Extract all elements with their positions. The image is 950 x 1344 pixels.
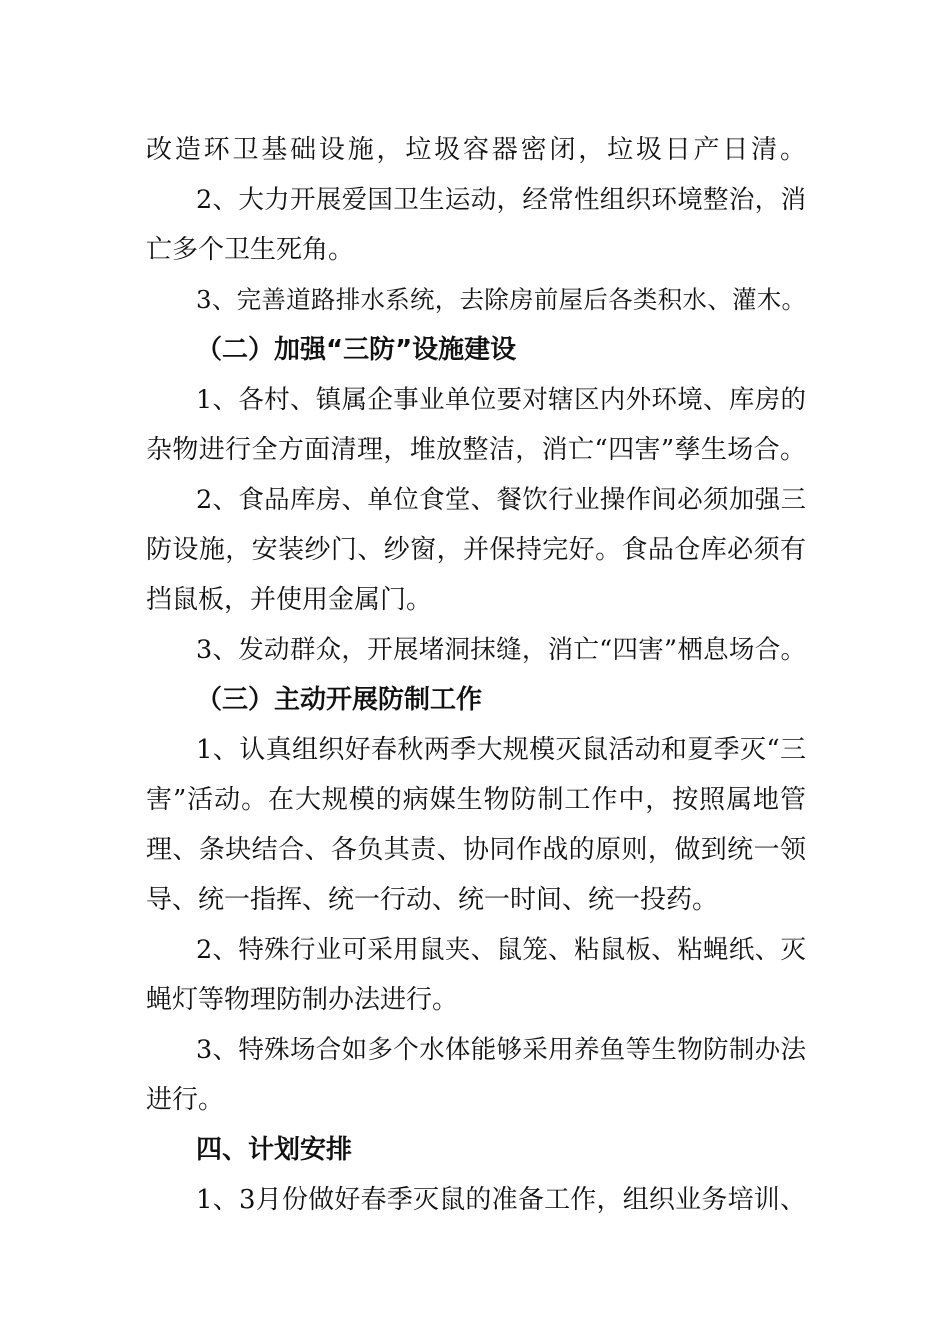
text-line: 2、食品库房、单位食堂、餐饮行业操作间必须加强三 [196, 485, 806, 515]
text-line: 3、完善道路排水系统，去除房前屋后各类积水、灌木。 [196, 285, 806, 314]
text-line: 蝇灯等物理防制办法进行。 [146, 985, 459, 1015]
section-heading: （二）加强“三防”设施建设 [196, 335, 517, 365]
text-line: 1、认真组织好春秋两季大规模灭鼠活动和夏季灭“三 [196, 735, 806, 765]
text-line: 1、各村、镇属企事业单位要对辖区内外环境、库房的 [196, 385, 806, 415]
text-line: 导、统一指挥、统一行动、统一时间、统一投药。 [146, 885, 719, 915]
text-line: 理、条块结合、各负其责、协同作战的原则，做到统一领 [146, 835, 806, 865]
section-heading: （三）主动开展防制工作 [196, 685, 483, 715]
text-line: 进行。 [146, 1085, 225, 1115]
text-line: 挡鼠板，并使用金属门。 [146, 585, 433, 615]
text-line: 防设施，安装纱门、纱窗，并保持完好。食品仓库必须有 [146, 535, 806, 565]
text-line: 2、特殊行业可采用鼠夹、鼠笼、粘鼠板、粘蝇纸、灭 [196, 935, 806, 965]
text-line: 1、3月份做好春季灭鼠的准备工作，组织业务培训、 [196, 1185, 806, 1215]
text-line: 2、大力开展爱国卫生运动，经常性组织环境整治，消 [196, 185, 806, 215]
text-line: 亡多个卫生死角。 [146, 235, 355, 265]
text-line: 3、特殊场合如多个水体能够采用养鱼等生物防制办法 [196, 1035, 806, 1065]
text-line: 改造环卫基础设施，垃圾容器密闭，垃圾日产日清。 [146, 135, 806, 165]
text-line: 3、发动群众，开展堵洞抹缝，消亡“四害”栖息场合。 [196, 635, 806, 665]
text-line: 杂物进行全方面清理，堆放整洁，消亡“四害”孳生场合。 [146, 435, 806, 465]
text-line: 害”活动。在大规模的病媒生物防制工作中，按照属地管 [146, 785, 806, 815]
section-heading: 四、计划安排 [196, 1135, 353, 1165]
